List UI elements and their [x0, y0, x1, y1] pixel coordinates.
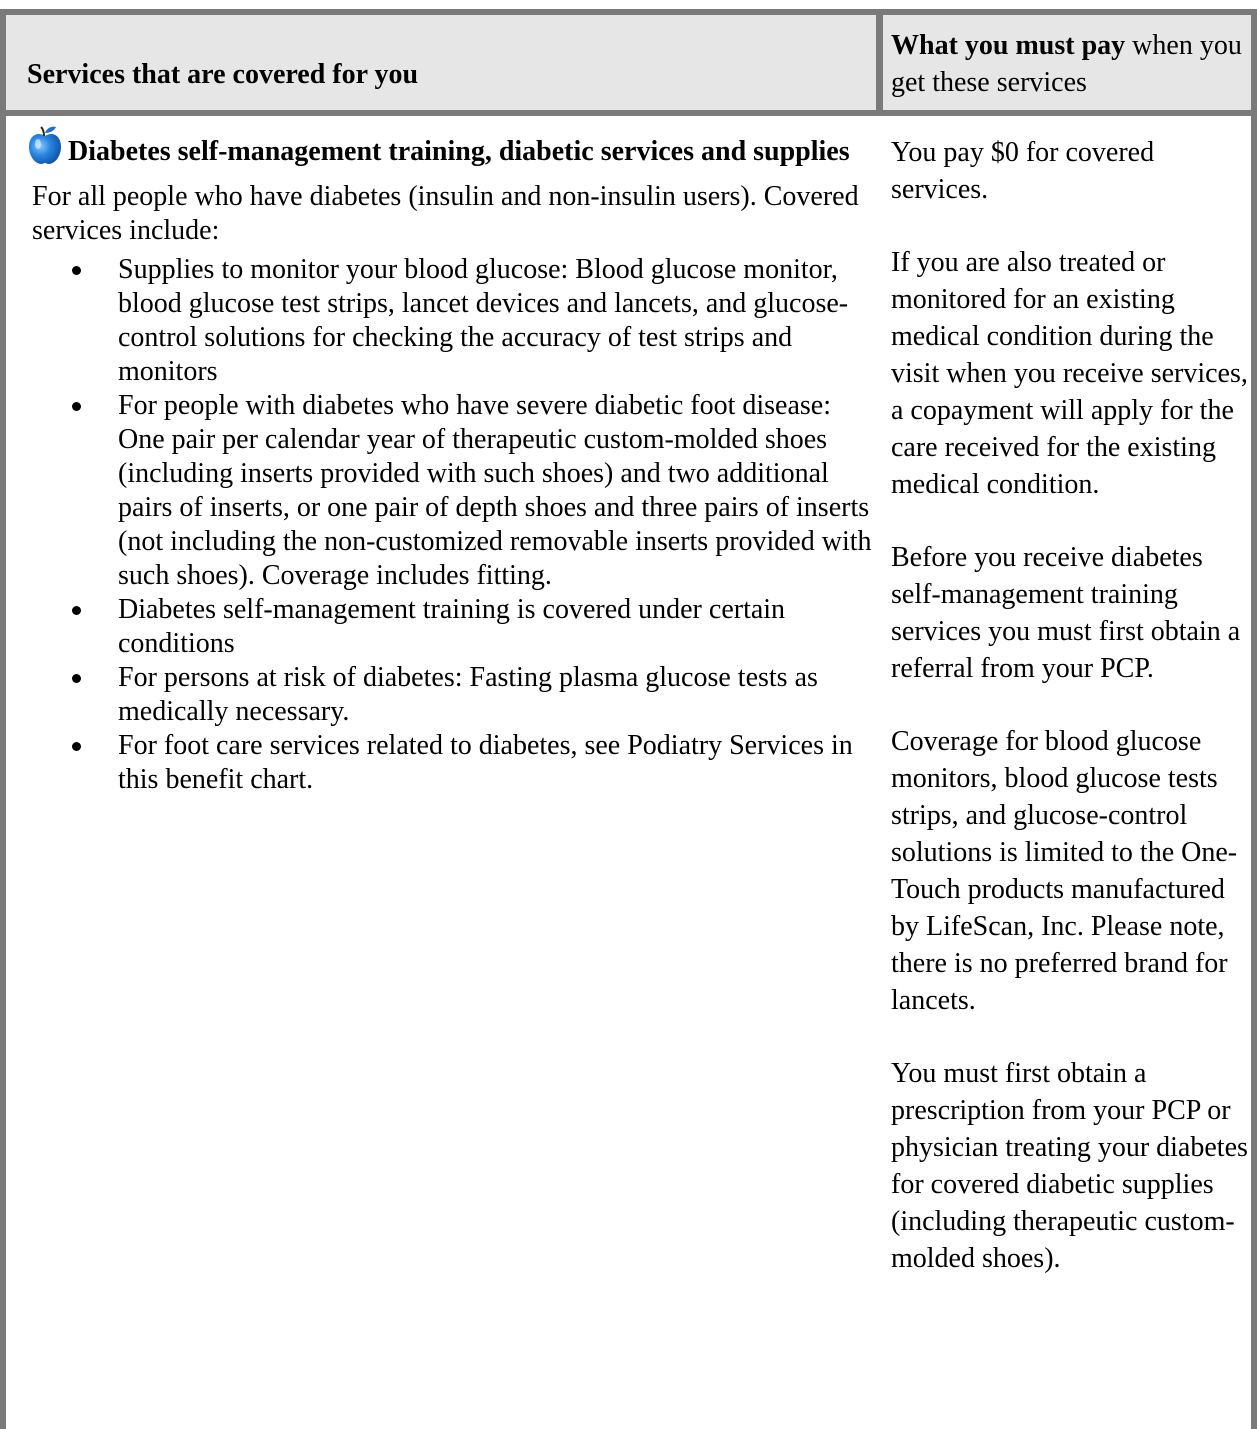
list-item — [32, 729, 872, 797]
header-column-divider — [876, 15, 883, 116]
benefit-title-row — [32, 128, 872, 175]
payment-paragraph: Before you receive diabetes self-management training services you must first obtain a referral from your PCP. — [891, 542, 1241, 684]
list-item — [32, 253, 872, 389]
header-services-label: Services that are covered for you — [27, 59, 419, 90]
header-payment-label-rest: when you get these services — [891, 30, 1242, 98]
list-item — [32, 661, 872, 729]
header-bottom-border — [0, 110, 1257, 116]
bullet-icon — [72, 402, 81, 411]
benefit-title: Diabetes self-management training, diabetic services and supplies — [68, 136, 850, 167]
table-top-border — [0, 9, 1257, 15]
table-left-border — [0, 9, 6, 1429]
list-item-text: For people with diabetes who have severe diabetic foot disease: One pair per calendar year of therapeutic custom-molded shoes (including inserts provided with such shoes) and two additional pairs of inserts, or one pair of depth shoes and three pairs of inserts (not including the non-customized removable inserts provided with such shoes). Coverage includes fitting. — [118, 390, 872, 591]
payment-paragraph: You must first obtain a prescription from your PCP or physician treating your diabetes for covered diabetic supplies (including therapeutic custom-molded shoes). — [891, 1058, 1248, 1274]
payment-paragraph: You pay $0 for covered services. — [891, 137, 1155, 205]
list-item-text: For foot care services related to diabetes, see Podiatry Services in this benefit chart. — [118, 730, 853, 795]
benefit-intro: For all people who have diabetes (insulin and non-insulin users). Covered services include: — [32, 181, 859, 246]
header-payment-label-bold: What you must pay — [891, 30, 1126, 61]
bullet-icon — [72, 674, 81, 683]
covered-services-list — [32, 253, 872, 797]
payment-paragraph: If you are also treated or monitored for an existing medical condition during the visit when you receive services, a copayment will apply for the care received for the existing medical condition. — [891, 247, 1248, 500]
list-item — [32, 593, 872, 661]
payment-cell — [891, 134, 1249, 1313]
apple-icon — [27, 125, 63, 165]
list-item-text: For persons at risk of diabetes: Fasting plasma glucose tests as medically necessary. — [118, 662, 818, 727]
bullet-icon — [72, 606, 81, 615]
list-item-text: Diabetes self-management training is covered under certain conditions — [118, 594, 786, 659]
table-right-border — [1251, 9, 1257, 1429]
payment-paragraph: Coverage for blood glucose monitors, blood glucose tests strips, and glucose-control solutions is limited to the One-Touch products manufactured by LifeScan, Inc. Please note, there is no preferred brand for lancets. — [891, 726, 1238, 1016]
services-cell — [32, 128, 872, 797]
list-item-text: Supplies to monitor your blood glucose: Blood glucose monitor, blood glucose test strips, lancet devices and lancets, and glucose-control solutions for checking the accuracy of test strips and monitors — [118, 254, 849, 387]
list-item — [32, 389, 872, 593]
header-payment-label — [891, 27, 1246, 101]
bullet-icon — [72, 266, 81, 275]
bullet-icon — [72, 742, 81, 751]
